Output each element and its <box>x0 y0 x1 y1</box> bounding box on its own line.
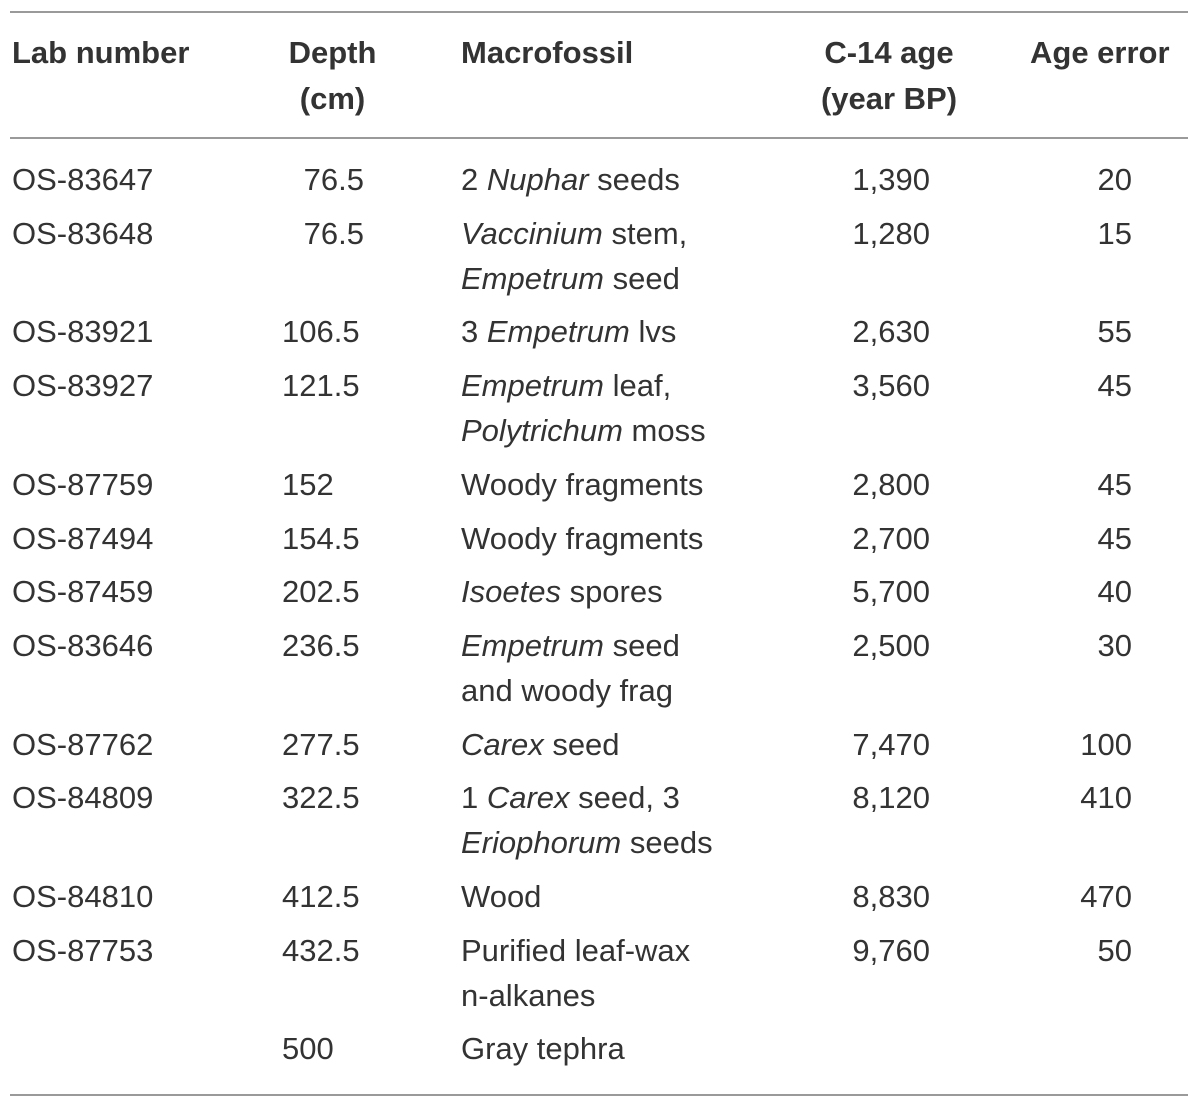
cell-c14-age: 2,630 <box>852 314 930 350</box>
cell-macrofossil: 2 Nuphar seeds <box>461 162 680 197</box>
header-age-error: Age error <box>1030 35 1170 70</box>
cell-lab-number: OS-87759 <box>12 466 154 502</box>
cell-macrofossil: Isoetes spores <box>461 574 663 610</box>
cell-lab-number: OS-87494 <box>12 520 154 556</box>
cell-c14-age: 2,800 <box>852 466 930 502</box>
cell-depth: 432.5 <box>282 932 360 968</box>
cell-age-error: 20 <box>1097 162 1132 197</box>
cell-lab-number: OS-87762 <box>12 726 154 762</box>
cell-age-error: 45 <box>1097 466 1132 502</box>
cell-macrofossil: Woody fragments <box>461 466 704 502</box>
cell-lab-number: OS-83921 <box>12 314 154 350</box>
header-macrofossil: Macrofossil <box>461 35 634 70</box>
cell-macrofossil: Wood <box>461 879 542 914</box>
cell-c14-age: 5,700 <box>852 574 930 610</box>
header-rule <box>10 137 1188 139</box>
header-lab-number: Lab number <box>12 35 190 70</box>
cell-c14-age: 2,500 <box>852 627 930 663</box>
cell-depth: 76.5 <box>303 162 364 197</box>
cell-depth: 277.5 <box>282 726 360 762</box>
cell-age-error: 30 <box>1097 627 1132 663</box>
table-bottom-rule <box>10 1094 1188 1096</box>
cell-c14-age: 3,560 <box>852 368 930 404</box>
cell-depth: 76.5 <box>303 215 364 251</box>
cell-c14-age: 2,700 <box>852 520 930 556</box>
header-c14-age: C-14 age (year BP) <box>820 35 958 116</box>
cell-lab-number: OS-87459 <box>12 574 154 610</box>
cell-macrofossil: Carex seed <box>461 726 620 762</box>
cell-age-error: 470 <box>1080 879 1132 914</box>
cell-lab-number: OS-83648 <box>12 215 154 251</box>
cell-lab-number: OS-83927 <box>12 368 154 404</box>
cell-macrofossil: 3 Empetrum lvs <box>461 314 677 350</box>
cell-age-error: 50 <box>1097 932 1132 968</box>
cell-depth: 154.5 <box>282 520 360 556</box>
cell-lab-number: OS-83647 <box>12 162 154 197</box>
cell-age-error: 45 <box>1097 368 1132 404</box>
cell-macrofossil: 1 Carex seed, 3 Eriophorum seeds <box>461 780 713 861</box>
cell-c14-age: 1,280 <box>852 215 930 251</box>
cell-age-error: 410 <box>1080 780 1132 816</box>
cell-depth: 106.5 <box>282 314 360 350</box>
cell-c14-age: 9,760 <box>852 932 930 968</box>
cell-macrofossil: Vaccinium stem, Empetrum seed <box>461 215 688 296</box>
cell-c14-age: 8,830 <box>852 879 930 914</box>
cell-depth: 121.5 <box>282 368 360 404</box>
cell-age-error: 100 <box>1080 726 1132 762</box>
cell-macrofossil: Woody fragments <box>461 520 704 556</box>
cell-macrofossil: Gray tephra <box>461 1031 625 1067</box>
cell-lab-number: OS-84810 <box>12 879 154 914</box>
cell-c14-age: 7,470 <box>852 726 930 762</box>
cell-macrofossil: Purified leaf-wax n-alkanes <box>461 932 691 1013</box>
cell-macrofossil: Empetrum leaf, Polytrichum moss <box>461 368 706 449</box>
table-top-rule <box>10 11 1188 13</box>
cell-depth: 202.5 <box>282 574 360 610</box>
cell-age-error: 55 <box>1097 314 1132 350</box>
cell-lab-number: OS-87753 <box>12 932 154 968</box>
cell-depth: 412.5 <box>282 879 360 914</box>
cell-age-error: 40 <box>1097 574 1132 610</box>
cell-depth: 500 <box>282 1031 334 1067</box>
cell-c14-age: 8,120 <box>852 780 930 816</box>
cell-macrofossil: Empetrum seed and woody frag <box>461 627 680 708</box>
header-depth: Depth (cm) <box>288 35 377 116</box>
cell-c14-age: 1,390 <box>852 162 930 197</box>
cell-depth: 152 <box>282 466 334 502</box>
cell-lab-number: OS-83646 <box>12 627 154 663</box>
cell-depth: 236.5 <box>282 627 360 663</box>
cell-age-error: 45 <box>1097 520 1132 556</box>
cell-lab-number: OS-84809 <box>12 780 154 816</box>
cell-depth: 322.5 <box>282 780 360 816</box>
cell-age-error: 15 <box>1097 215 1132 251</box>
